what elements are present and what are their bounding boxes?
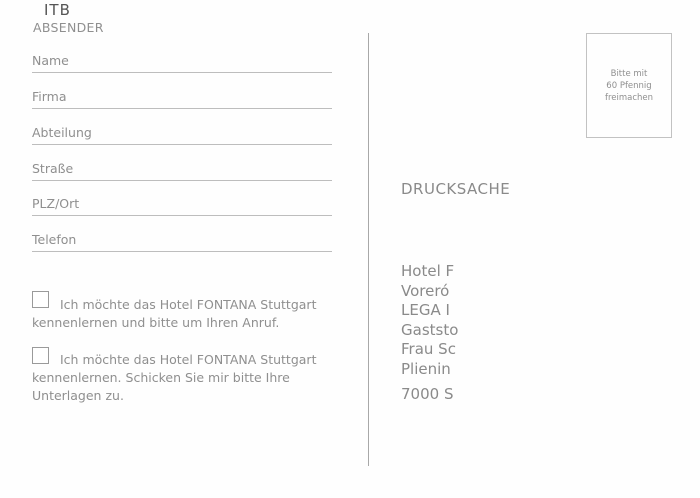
stamp-instruction: Bitte mit 60 Pfennig freimachen xyxy=(604,69,654,103)
field-label: Abteilung xyxy=(32,125,92,140)
address-line: Frau Sc xyxy=(401,340,456,358)
field-label: PLZ/Ort xyxy=(32,196,80,211)
recipient-city: 7000 S xyxy=(401,385,454,403)
card-divider xyxy=(368,33,369,466)
address-line: Plienin xyxy=(401,359,451,378)
company-field[interactable] xyxy=(32,88,332,109)
handwritten-note: ITB xyxy=(44,1,71,19)
name-field[interactable] xyxy=(32,52,332,73)
department-field[interactable] xyxy=(32,124,332,145)
street-field[interactable] xyxy=(32,160,332,181)
field-label: Firma xyxy=(32,89,67,104)
sender-title: ABSENDER xyxy=(33,20,104,35)
call-request-text: Ich möchte das Hotel FONTANA Stuttgart kennenlernen und bitte um Ihren Anruf. xyxy=(32,297,317,330)
address-line: Voreró xyxy=(401,281,450,300)
phone-field[interactable] xyxy=(32,231,332,252)
field-label: Telefon xyxy=(32,232,77,247)
address-line: LEGA I xyxy=(401,301,450,319)
stamp-box xyxy=(586,33,672,138)
address-line: Hotel F xyxy=(401,262,455,280)
info-request-text: Ich möchte das Hotel FONTANA Stuttgart kennenlernen. Schicken Sie mir bitte Ihre Unterlagen zu. xyxy=(32,352,317,403)
zip-city-field[interactable] xyxy=(32,195,332,216)
address-line: Gaststo xyxy=(401,320,459,339)
field-label: Name xyxy=(32,53,69,68)
mail-class-label: DRUCKSACHE xyxy=(401,180,511,198)
field-label: Straße xyxy=(32,161,74,176)
recipient-address xyxy=(401,262,459,379)
